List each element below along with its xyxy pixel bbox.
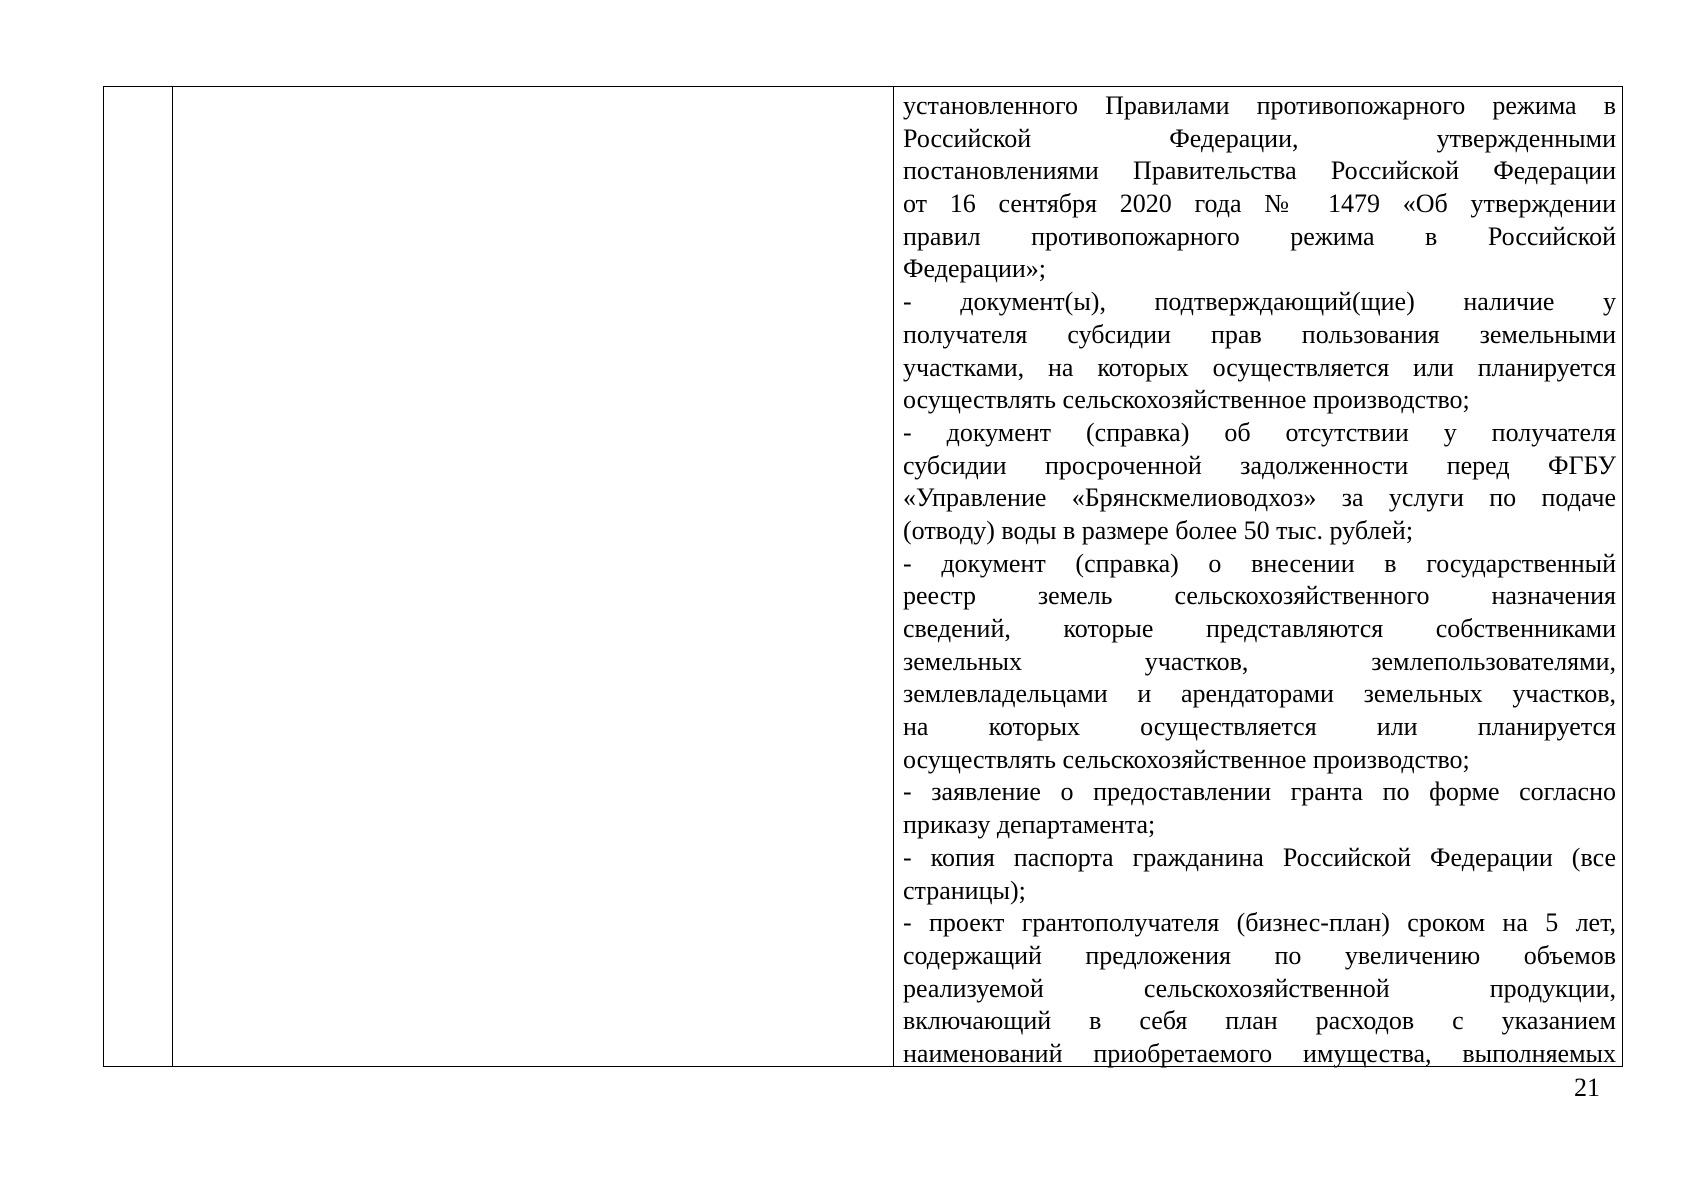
text-line: - документ(ы), подтверждающий(щие) наличие у <box>903 287 1616 317</box>
text-line: содержащий предложения по увеличению объемов <box>903 940 1616 970</box>
text-line: страницы); <box>903 875 1026 905</box>
text-line: субсидии просроченной задолженности перед ФГБУ <box>903 450 1616 480</box>
text-line: от 16 сентября 2020 года № 1479 «Об утверждении <box>903 189 1616 219</box>
text-line: на которых осуществляется или планируется <box>903 712 1616 742</box>
column-divider-2 <box>893 87 894 1066</box>
text-line: реестр земель сельскохозяйственного назначения <box>903 581 1616 611</box>
text-line: - проект грантополучателя (бизнес-план) сроком на 5 лет, <box>903 908 1616 938</box>
text-line: землевладельцами и арендаторами земельных участков, <box>903 679 1616 709</box>
requirements-text-cell <box>903 90 1616 1071</box>
text-line: - заявление о предоставлении гранта по форме согласно <box>903 777 1616 807</box>
text-line: наименований приобретаемого имущества, выполняемых <box>903 1038 1616 1068</box>
text-line: - копия паспорта гражданина Российской Федерации (все <box>903 842 1616 872</box>
text-line: участками, на которых осуществляется или планируется <box>903 352 1616 382</box>
document-table <box>103 86 1623 1067</box>
column-divider-1 <box>172 87 173 1066</box>
page-number: 21 <box>1574 1073 1600 1102</box>
text-line: получателя субсидии прав пользования земельными <box>903 319 1616 349</box>
text-line: (отводу) воды в размере более 50 тыс. рублей; <box>903 515 1414 545</box>
text-line: приказу департамента; <box>903 810 1156 840</box>
text-line: осуществлять сельскохозяйственное производство; <box>903 744 1470 774</box>
text-line: включающий в себя план расходов с указанием <box>903 1006 1616 1036</box>
text-line: реализуемой сельскохозяйственной продукции, <box>903 973 1616 1003</box>
text-line: постановлениями Правительства Российской Федерации <box>903 156 1616 186</box>
text-line: земельных участков, землепользователями, <box>903 646 1616 676</box>
text-line: Российской Федерации, утвержденными <box>903 123 1616 153</box>
text-line: правил противопожарного режима в Российской <box>903 221 1616 251</box>
text-line: установленного Правилами противопожарного режима в <box>903 91 1616 120</box>
text-line: - документ (справка) об отсутствии у получателя <box>903 417 1616 447</box>
text-line: сведений, которые представляются собственниками <box>903 614 1616 643</box>
text-line: «Управление «Брянскмелиоводхоз» за услуги по подаче <box>903 483 1616 513</box>
text-line: осуществлять сельскохозяйственное производство; <box>903 385 1470 415</box>
text-line: Федерации»; <box>903 254 1047 284</box>
text-line: - документ (справка) о внесении в государственный <box>903 548 1616 578</box>
